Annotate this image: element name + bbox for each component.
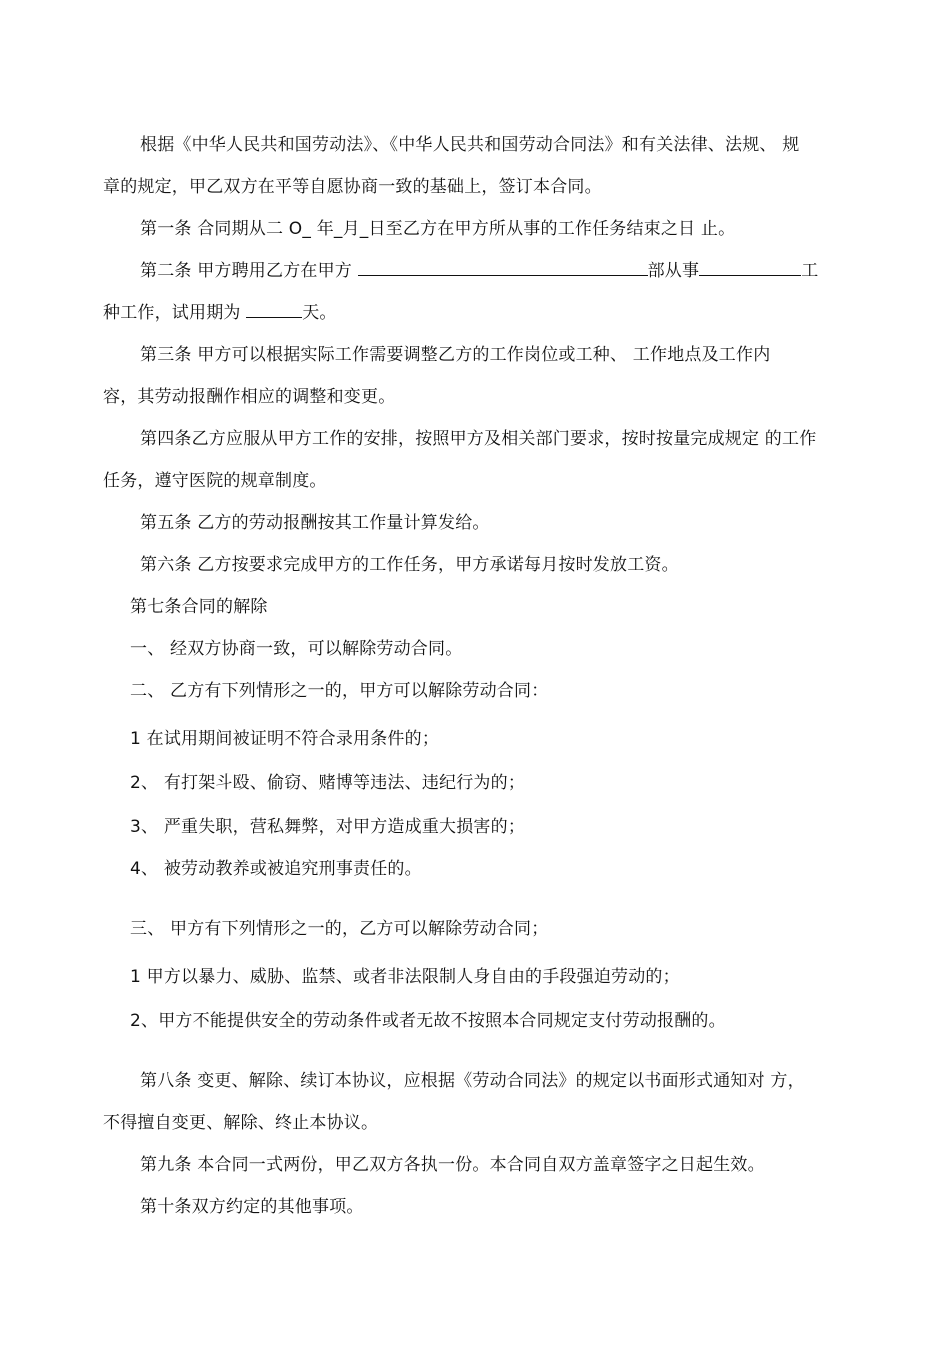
article-7-title: 第七条合同的解除 (130, 597, 268, 617)
article-2-prefix: 第二条 甲方聘用乙方在甲方 (140, 261, 358, 281)
article-7-item-3-sub-1: 1 甲方以暴力、威胁、监禁、或者非法限制人身自由的手段强迫劳动的； (130, 967, 680, 987)
article-8-line-1: 第八条 变更、解除、续订本协议，应根据《劳动合同法》的规定以书面形式通知对 方， (140, 1071, 805, 1091)
article-2-mid: 部从事 (647, 261, 700, 281)
article-2-line-2 (103, 302, 337, 324)
probation-days-blank (246, 302, 302, 318)
workplace-blank (358, 260, 648, 276)
article-7-item-2-sub-2: 2、 有打架斗殴、偷窃、赌博等违法、违纪行为的； (130, 773, 526, 793)
job-type-blank (699, 260, 801, 276)
article-7-item-3-sub-2: 2、甲方不能提供安全的劳动条件或者无故不按照本合同规定支付劳动报酬的。 (130, 1011, 726, 1031)
article-2-line-2-prefix: 种工作，试用期为 (103, 303, 247, 323)
article-9: 第九条 本合同一式两份，甲乙双方各执一份。本合同自双方盖章签字之日起生效。 (140, 1155, 765, 1175)
article-10: 第十条双方约定的其他事项。 (140, 1197, 364, 1217)
article-5: 第五条 乙方的劳动报酬按其工作量计算发给。 (140, 513, 490, 533)
article-7-item-1: 一、 经双方协商一致，可以解除劳动合同。 (130, 639, 463, 659)
article-8-line-2: 不得擅自变更、解除、终止本协议。 (103, 1113, 379, 1133)
article-7-item-2-sub-4: 4、 被劳动教养或被追究刑事责任的。 (130, 859, 422, 879)
intro-line-2: 章的规定，甲乙双方在平等自愿协商一致的基础上，签订本合同。 (103, 177, 602, 197)
article-2-suffix: 工 (801, 261, 819, 281)
intro-line-1: 根据《中华人民共和国劳动法》、《中华人民共和国劳动合同法》和有关法律、法规、 规 (140, 135, 800, 155)
article-7-item-3: 三、 甲方有下列情形之一的，乙方可以解除劳动合同； (130, 919, 549, 939)
article-7-item-2-sub-3: 3、 严重失职，营私舞弊，对甲方造成重大损害的； (130, 817, 526, 837)
article-7-item-2-sub-1: 1 在试用期间被证明不符合录用条件的； (130, 729, 440, 749)
article-3-line-2: 容，其劳动报酬作相应的调整和变更。 (103, 387, 396, 407)
article-2-line-2-suffix: 天。 (302, 303, 337, 323)
article-3-line-1: 第三条 甲方可以根据实际工作需要调整乙方的工作岗位或工种、 工作地点及工作内 (140, 345, 771, 365)
article-6: 第六条 乙方按要求完成甲方的工作任务，甲方承诺每月按时发放工资。 (140, 555, 679, 575)
article-4-line-2: 任务，遵守医院的规章制度。 (103, 471, 327, 491)
article-7-item-2: 二、 乙方有下列情形之一的，甲方可以解除劳动合同： (130, 681, 549, 701)
article-1: 第一条 合同期从二 O_ 年_月_日至乙方在甲方所从事的工作任务结束之日 止。 (140, 219, 736, 239)
article-2-line-1 (140, 260, 818, 282)
article-4-line-1: 第四条乙方应服从甲方工作的安排，按照甲方及相关部门要求，按时按量完成规定 的工作 (140, 429, 817, 449)
